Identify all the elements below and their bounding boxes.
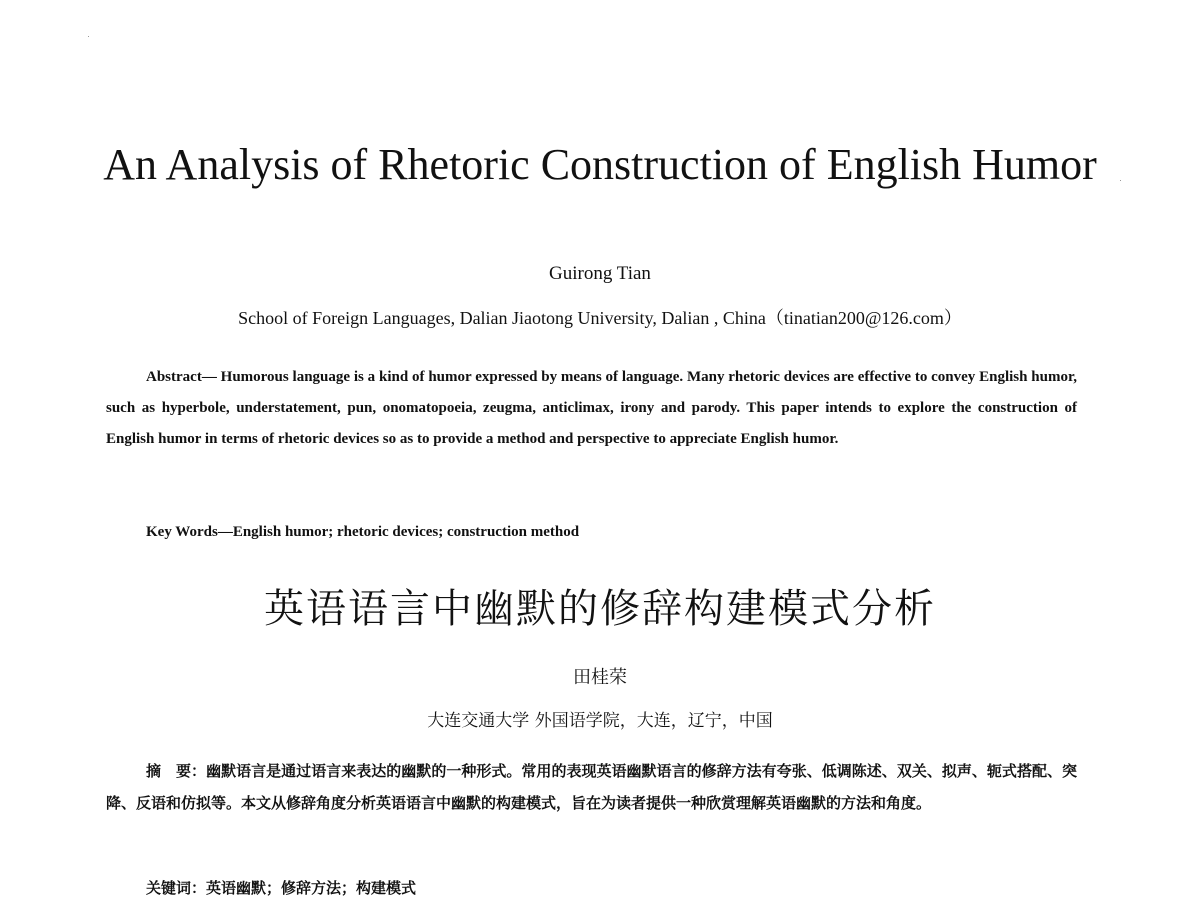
chinese-title: 英语语言中幽默的修辞构建模式分析 xyxy=(264,586,936,632)
chinese-abstract xyxy=(106,755,1077,819)
chinese-keywords xyxy=(146,876,416,900)
chinese-abstract-label: 摘 要： xyxy=(146,762,207,780)
chinese-affiliation: 大连交通大学 外国语学院，大连，辽宁，中国 xyxy=(427,711,773,731)
chinese-keywords-text: 英语幽默；修辞方法；构建模式 xyxy=(206,879,417,897)
chinese-keywords-label: 关键词： xyxy=(146,879,207,897)
english-title: An Analysis of Rhetoric Construction of English Humor xyxy=(103,140,1097,189)
english-abstract-label: Abstract— xyxy=(146,369,217,385)
english-keywords xyxy=(146,520,579,544)
english-affiliation: School of Foreign Languages, Dalian Jiaotong University, Dalian , China（tinatian200@126.com） xyxy=(238,308,962,328)
english-keywords-label: Key Words— xyxy=(146,524,233,540)
chinese-author: 田桂荣 xyxy=(573,667,627,688)
english-abstract-text: Humorous language is a kind of humor expressed by means of language. Many rhetoric devices are effective to convey English humor, such as hyperbole, understatement, pun, onomatopoeia, zeugma, anticlimax, irony and parody. This paper intends to explore the construction of English humor in terms of rhetoric devices so as to provide a method and perspective to appreciate English humor. xyxy=(106,369,1077,447)
scan-speck xyxy=(88,36,89,37)
chinese-abstract-text: 幽默语言是通过语言来表达的幽默的一种形式。常用的表现英语幽默语言的修辞方法有夸张、低调陈述、双关、拟声、轭式搭配、突降、反语和仿拟等。本文从修辞角度分析英语语言中幽默的构建模式，旨在为读者提供一种欣赏理解英语幽默的方法和角度。 xyxy=(106,762,1077,812)
english-abstract xyxy=(106,362,1077,455)
scan-speck xyxy=(1120,180,1121,181)
english-author: Guirong Tian xyxy=(549,263,651,284)
english-keywords-text: English humor; rhetoric devices; construction method xyxy=(232,524,580,540)
